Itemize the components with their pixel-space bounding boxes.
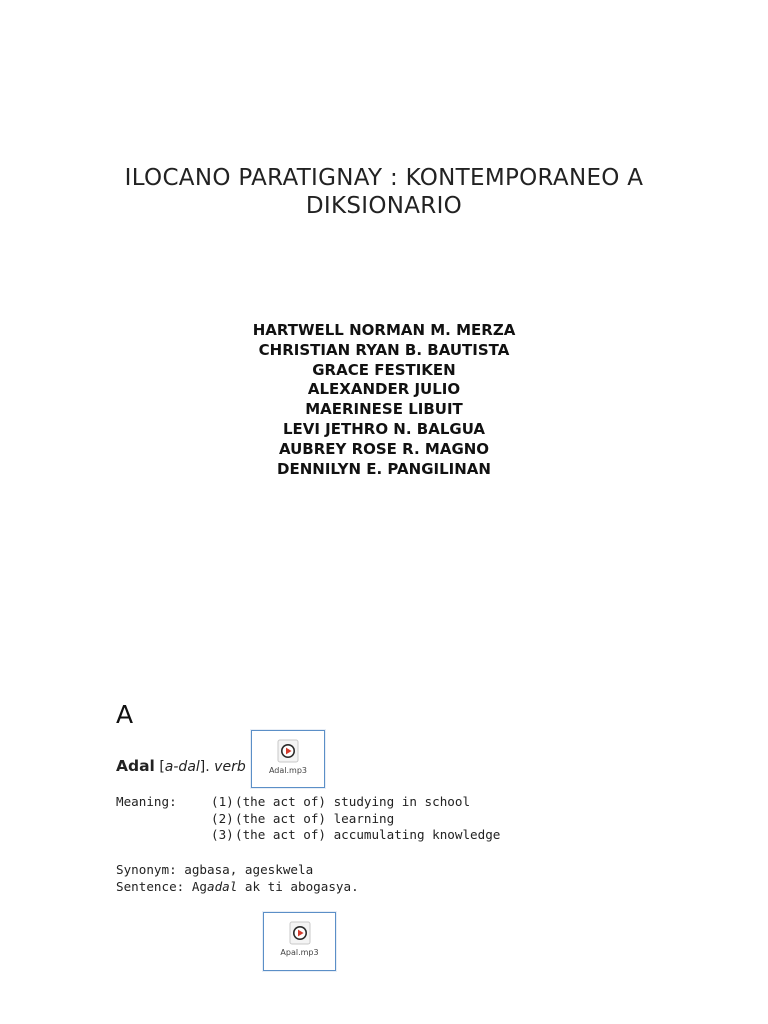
audio-filename: Apal.mp3: [280, 948, 319, 957]
sentence-emphasis: adal: [207, 879, 238, 894]
pron-open: [: [154, 759, 165, 775]
meaning-number: (3): [211, 827, 234, 843]
author-name: HARTWELL NORMAN M. MERZA: [252, 321, 516, 339]
author-name: LEVI JETHRO N. BALGUA: [282, 419, 486, 438]
audio-attachment-apal[interactable]: [263, 912, 336, 971]
synonym-line: [116, 861, 359, 878]
audio-play-icon: [277, 739, 299, 763]
sentence-rest: ak ti abogasya.: [237, 879, 359, 894]
title-line-1: ILOCANO PARATIGNAY : KONTEMPORANEO A: [124, 165, 644, 191]
document-title: [0, 164, 768, 220]
audio-play-icon: [289, 921, 311, 945]
title-line-2: DIKSIONARIO: [305, 193, 463, 219]
meaning-row: [116, 811, 500, 828]
audio-filename: Adal.mp3: [268, 766, 308, 775]
author-name: DENNILYN E. PANGILINAN: [277, 459, 491, 478]
meaning-label: Meaning:: [116, 794, 177, 809]
section-letter: A: [116, 700, 134, 729]
author-name: GRACE FESTIKEN: [312, 360, 456, 379]
sentence-line: [116, 878, 359, 895]
meaning-text: (the act of) studying in school: [235, 794, 471, 809]
audio-attachment-adal[interactable]: [251, 730, 325, 788]
sentence-prefix: Ag: [191, 879, 207, 894]
entry-extra: [116, 861, 359, 895]
author-list: [0, 321, 768, 479]
pronunciation: a-dal: [164, 759, 200, 775]
meaning-text: (the act of) learning: [235, 810, 395, 826]
author-name: MAERINESE LIBUIT: [305, 400, 463, 419]
synonym-label: Synonym:: [116, 862, 185, 877]
synonym-values: agbasa, ageskwela: [184, 862, 314, 877]
sentence-label: Sentence:: [116, 879, 192, 894]
meaning-text: (the act of) accumulating knowledge: [235, 827, 501, 843]
meaning-number: (2): [211, 810, 234, 826]
author-name: AUBREY ROSE R. MAGNO: [278, 439, 490, 458]
pron-close: ].: [199, 759, 215, 775]
part-of-speech: verb: [214, 759, 246, 775]
headword: Adal: [116, 757, 155, 775]
entry-headword: [116, 757, 246, 775]
author-name: CHRISTIAN RYAN B. BAUTISTA: [258, 340, 510, 359]
author-name: ALEXANDER JULIO: [307, 380, 461, 399]
meaning-block: [116, 794, 500, 844]
meaning-row: [116, 827, 500, 844]
meaning-number: (1): [211, 794, 234, 809]
meaning-row: [116, 794, 500, 811]
